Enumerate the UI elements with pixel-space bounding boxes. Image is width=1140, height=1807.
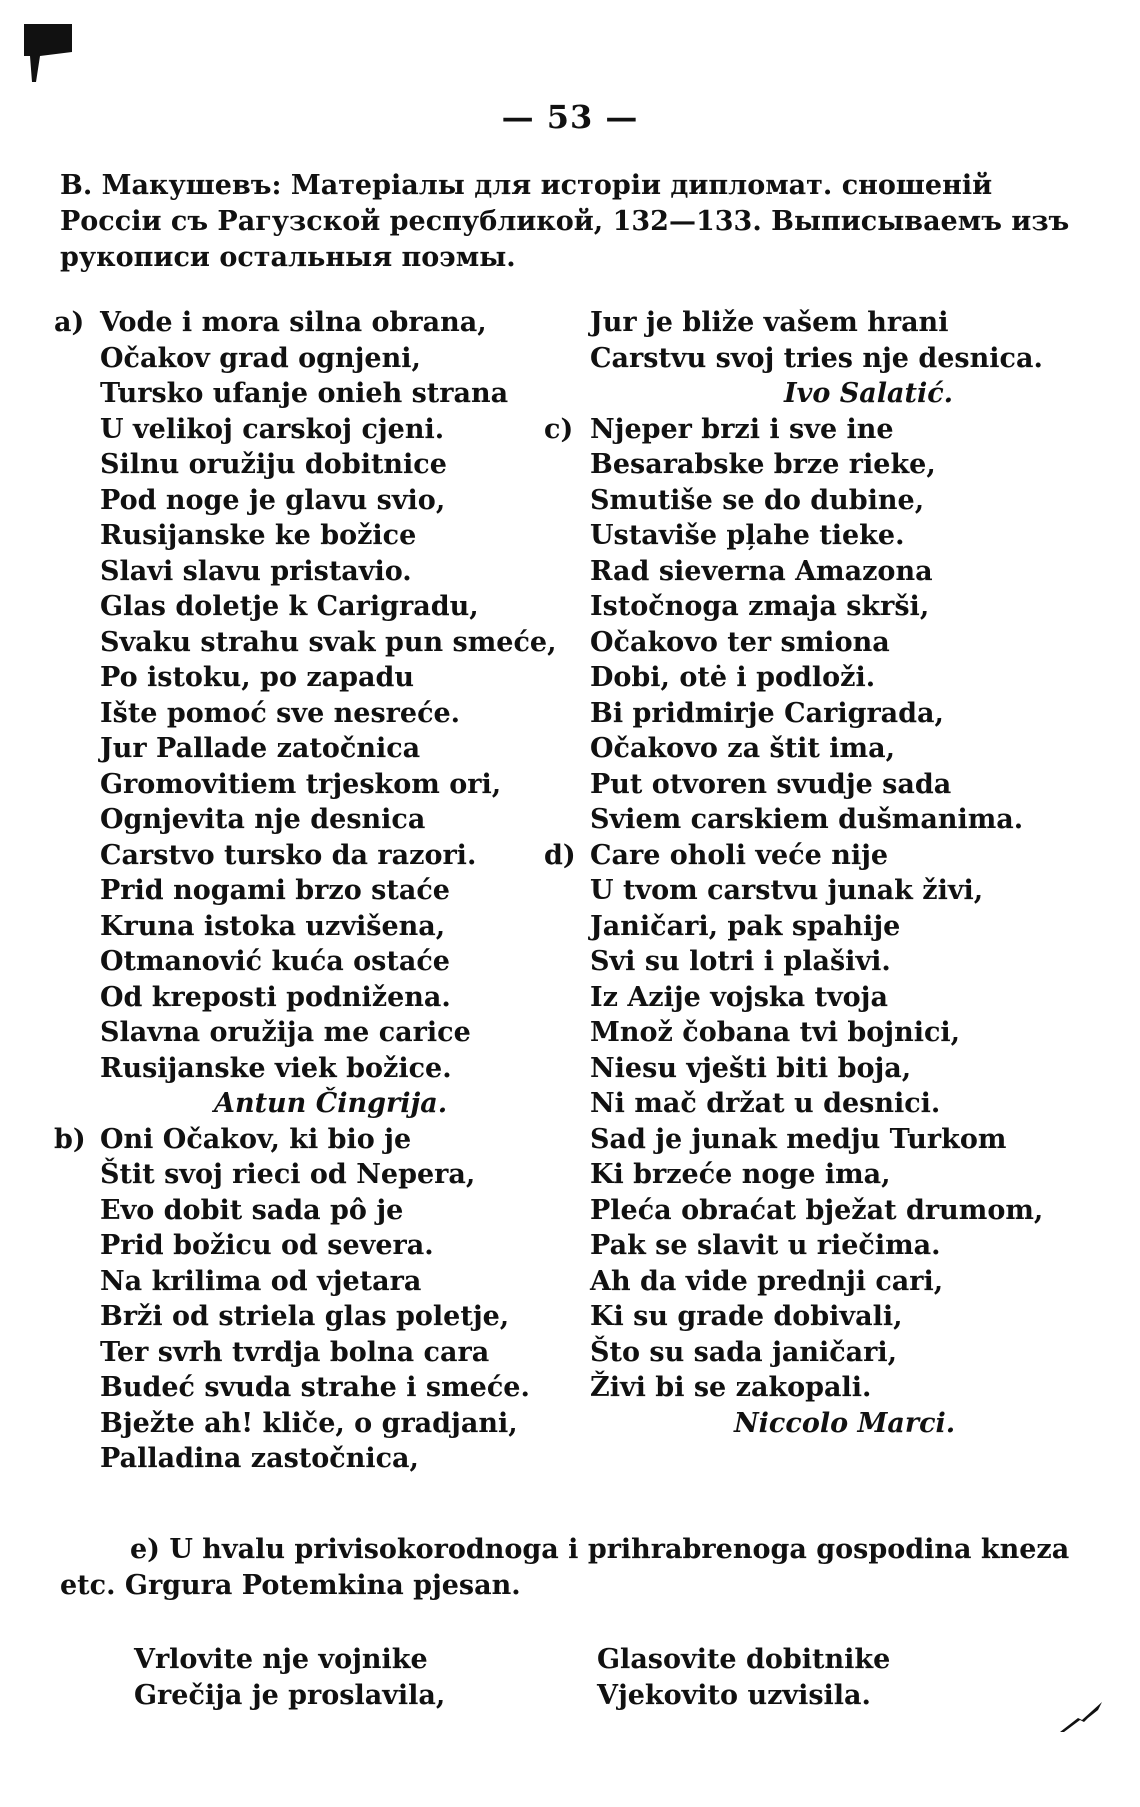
poem-line: Dobi, otė i podloži. (590, 662, 876, 693)
poem-line: Očakov grad ognjeni, (100, 342, 421, 374)
poem-a (54, 305, 557, 1122)
right-column (544, 305, 1064, 1441)
poem-d (544, 838, 1064, 1442)
poem-line: Slavi slavu pristavio. (100, 555, 412, 587)
poem-line: Rusijanske viek božice. (100, 1052, 452, 1084)
poem-line: Put otvoren svudje sada (590, 768, 952, 800)
poem-c (544, 412, 1064, 838)
poem-line: Pleća obraćat bježat drumom, (590, 1194, 1044, 1226)
poem-line: Istočnoga zmaja skrši, (590, 591, 930, 622)
poem-line: Njeper brzi i sve ine (590, 413, 894, 445)
poem-line: Po istoku, po zapadu (100, 662, 415, 693)
poem-line: Bi pridmirje Carigrada, (590, 697, 944, 729)
poem-marker: a) (54, 307, 85, 338)
poem-line: Prid božicu od severa. (100, 1230, 434, 1261)
poem-line: Grečija je proslavila, (134, 1680, 446, 1711)
dedication-text-2: etc. Grgura Potemkina pjesan. (60, 1570, 521, 1601)
poem-author: Niccolo Marci. (734, 1407, 956, 1439)
poem-line: Ter svrh tvrdja bolna cara (100, 1336, 490, 1368)
poem-marker: b) (54, 1123, 86, 1155)
poem-line: Množ čobana tvi bojnici, (590, 1017, 961, 1048)
poem-line: Oni Očakov, ki bio je (100, 1123, 412, 1155)
poem-lines (590, 412, 1064, 838)
poem-line: Slavna oružija me carice (100, 1017, 471, 1048)
poem-line: Prid nogami brzo staće (100, 875, 450, 906)
poem-line: Štit svoj rieci od Nepera, (100, 1159, 476, 1190)
poem-marker: c) (544, 413, 574, 445)
poem-line: Svi su lotri i plašivi. (590, 946, 891, 977)
poem-line: Glas doletje k Carigradu, (100, 591, 479, 622)
poem-lines (100, 305, 557, 1086)
poem-line: Janičari, pak spahije (590, 910, 901, 942)
page-number: — 53 — (501, 98, 639, 136)
poem-e-dedication (60, 1532, 1080, 1604)
poem-lines (590, 838, 1064, 1406)
poem-line: Jur Pallade zatočnica (100, 733, 421, 764)
poem-line: Rusijanske ke božice (100, 520, 417, 551)
poem-line: Ah da vide prednji cari, (590, 1265, 944, 1297)
poem-line: U velikoj carskoj cjeni. (100, 413, 445, 445)
poem-line: Rad sieverna Amazona (590, 555, 933, 587)
poem-line: Bježte ah! kliče, o gradjani, (100, 1407, 518, 1439)
poem-line: Ište pomoć sve nesreće. (100, 697, 461, 729)
poem-marker: d) (544, 839, 576, 871)
poem-line: Živi bi se zakopali. (590, 1372, 872, 1403)
poem-line: Vrlovite nje vojnike (134, 1644, 428, 1675)
poem-line: Na krilima od vjetara (100, 1265, 422, 1297)
poem-author: Ivo Salatić. (784, 378, 954, 409)
poem-line: Što su sada janičari, (590, 1336, 898, 1368)
ink-stroke-mark-icon (1058, 1700, 1104, 1734)
poem-line: Smutiše se do dubine, (590, 484, 925, 516)
poem-line: Niesu vješti biti boja, (590, 1052, 912, 1084)
poem-line: Glasovite dobitnike (597, 1644, 891, 1675)
poem-line: Iz Azije vojska tvoja (590, 981, 888, 1013)
poem-line: Vjekovito uzvisila. (597, 1680, 871, 1711)
poem-line: Kruna istoka uzvišena, (100, 910, 446, 942)
ink-blot-mark-icon (22, 22, 74, 84)
poem-lines (590, 305, 1064, 376)
poem-line: Silnu oružiju dobitnice (100, 449, 447, 480)
poem-line: Vode i mora silna obrana, (100, 307, 487, 338)
poem-line: Budeć svuda strahe i smeće. (100, 1372, 530, 1403)
poem-line: Care oholi veće nije (590, 839, 889, 871)
poem-line: Svaku strahu svak pun smeće, (100, 626, 557, 658)
poem-line: Ki su grade dobivali, (590, 1301, 903, 1332)
poem-line: Sad je junak medju Turkom (590, 1123, 1007, 1155)
poem-line: Ki brzeće noge ima, (590, 1159, 891, 1190)
intro-paragraph: В. Макушевъ: Матеріалы для исторіи дипломат. сношеній Россіи съ Рагузской республикой, 132—133. Выписываемъ изъ рукописи остальныя поэмы. (60, 170, 1070, 273)
poem-line: Palladina zastočnica, (100, 1443, 419, 1474)
poem-e-right-lines (597, 1642, 890, 1714)
poem-line: Od kreposti podnižena. (100, 981, 451, 1013)
poem-marker: e) (130, 1534, 160, 1565)
dedication-line (60, 1532, 1080, 1568)
poem-line: Pak se slavit u riečima. (590, 1230, 941, 1261)
poem-b (54, 1122, 530, 1477)
poem-e-left-lines (134, 1642, 445, 1714)
poem-line: Carstvo tursko da razori. (100, 839, 477, 871)
poem-line: Jur je bliže vašem hrani (590, 307, 949, 338)
poem-line: Sviem carskiem dušmanima. (590, 804, 1024, 835)
poem-line: Brži od striela glas poletje, (100, 1301, 510, 1332)
poem-line: Ustaviše pļahe tieke. (590, 520, 905, 551)
poem-b-continuation (544, 305, 1064, 412)
poem-line: Evo dobit sada pô je (100, 1194, 404, 1226)
left-column (54, 305, 557, 1477)
dedication-text-1: U hvalu privisokorodnoga i prihrabrenoga gospodina kneza (169, 1534, 1070, 1565)
poem-line: Carstvu svoj tries nje desnica. (590, 342, 1043, 374)
poem-line: Tursko ufanje onieh strana (100, 378, 509, 409)
poem-line: Očakovo za štit ima, (590, 733, 896, 764)
poem-line: Gromovitiem trjeskom ori, (100, 768, 502, 800)
poem-line: Očakovo ter smiona (590, 626, 890, 658)
poem-line: Ni mač držat u desnici. (590, 1088, 941, 1119)
poem-line: Besarabske brze rieke, (590, 449, 936, 480)
poem-lines (100, 1122, 530, 1477)
poem-line: Otmanović kuća ostaće (100, 946, 450, 977)
poem-line: Ognjevita nje desnica (100, 804, 426, 835)
poem-line: U tvom carstvu junak živi, (590, 875, 984, 906)
poem-author: Antun Čingrija. (214, 1088, 448, 1119)
poem-line: Pod noge je glavu svio, (100, 484, 446, 516)
